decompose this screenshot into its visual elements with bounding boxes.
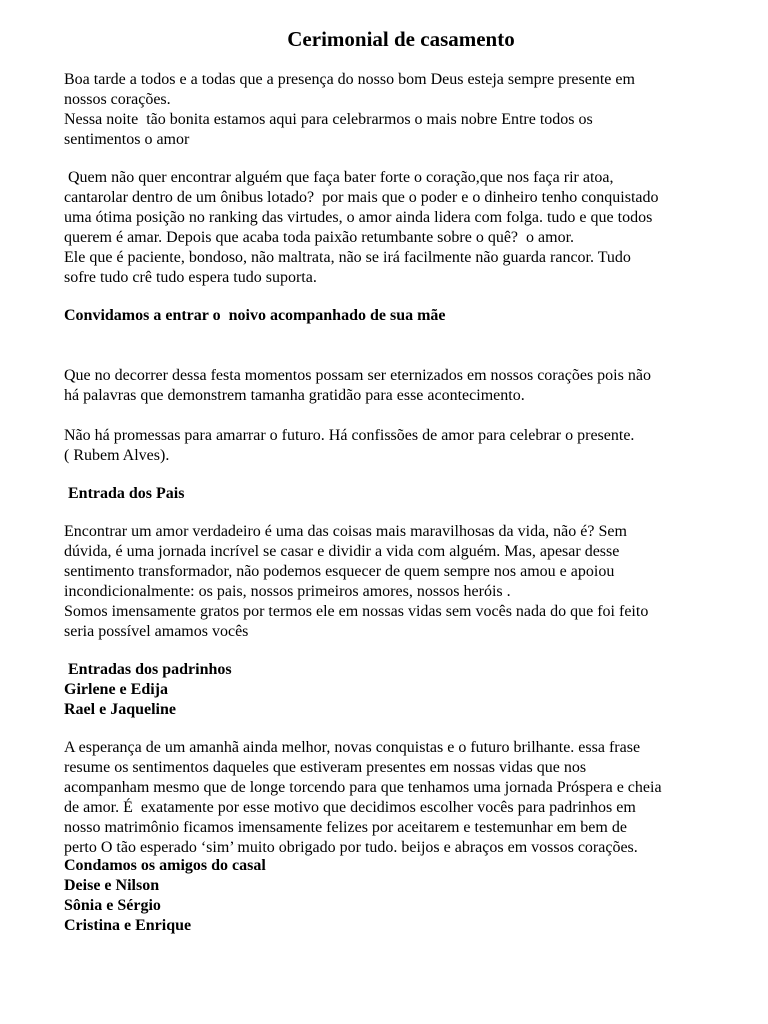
text-line: nossos corações. <box>64 91 171 108</box>
document-title: Cerimonial de casamento <box>287 27 515 51</box>
text-line: dúvida, é uma jornada incrível se casar e dividir a vida com alguém. Mas, apesar desse <box>64 543 620 560</box>
text-line: Somos imensamente gratos por termos ele em nossas vidas sem vocês nada do que foi feito <box>64 603 649 620</box>
text-line: acompanham mesmo que de longe torcendo para que tenhamos uma jornada Próspera e cheia <box>64 779 662 796</box>
text-line: perto O tão esperado ‘sim’ muito obrigado por tudo. beijos e abraços em vossos corações. <box>64 839 638 856</box>
heading-line: Rael e Jaqueline <box>64 701 176 718</box>
text-line: há palavras que demonstrem tamanha gratidão para esse acontecimento. <box>64 387 525 404</box>
text-line: Quem não quer encontrar alguém que faça bater forte o coração,que nos faça rir atoa, <box>64 169 614 186</box>
text-line: incondicionalmente: os pais, nossos primeiros amores, nossos heróis . <box>64 583 511 600</box>
heading-line: Convidamos a entrar o noivo acompanhado de sua mãe <box>64 307 446 324</box>
heading-line: Cristina e Enrique <box>64 917 192 934</box>
heading-line: Entrada dos Pais <box>64 485 185 502</box>
text-line: Boa tarde a todos e a todas que a presença do nosso bom Deus esteja sempre presente em <box>64 71 635 88</box>
text-line: Encontrar um amor verdadeiro é uma das coisas mais maravilhosas da vida, não é? Sem <box>64 523 627 540</box>
heading-line: Girlene e Edija <box>64 681 168 698</box>
text-line: A esperança de um amanhã ainda melhor, novas conquistas e o futuro brilhante. essa frase <box>64 739 641 756</box>
text-line: Não há promessas para amarrar o futuro. Há confissões de amor para celebrar o presente. <box>64 427 635 444</box>
text-line: Ele que é paciente, bondoso, não maltrata, não se irá facilmente não guarda rancor. Tudo <box>64 249 631 266</box>
text-line: sofre tudo crê tudo espera tudo suporta. <box>64 269 317 286</box>
heading-line: Entradas dos padrinhos <box>64 661 232 678</box>
heading-line: Condamos os amigos do casal <box>64 857 266 874</box>
text-line: resume os sentimentos daqueles que estiveram presentes em nossas vidas que nos <box>64 759 587 776</box>
heading-line: Deise e Nilson <box>64 877 160 894</box>
heading-line: Sônia e Sérgio <box>64 897 161 914</box>
text-line: sentimentos o amor <box>64 131 190 148</box>
text-line: Nessa noite tão bonita estamos aqui para celebrarmos o mais nobre Entre todos os <box>64 111 593 128</box>
text-line: uma ótima posição no ranking das virtudes, o amor ainda lidera com folga. tudo e que todos <box>64 209 653 226</box>
text-line: seria possível amamos vocês <box>64 623 249 640</box>
text-line: cantarolar dentro de um ônibus lotado? por mais que o poder e o dinheiro tenho conquistado <box>64 189 659 206</box>
text-line: de amor. É exatamente por esse motivo que decidimos escolher vocês para padrinhos em <box>64 799 636 816</box>
text-line: sentimento transformador, não podemos esquecer de quem sempre nos amou e apoiou <box>64 563 615 580</box>
text-line: nosso matrimônio ficamos imensamente felizes por aceitarem e testemunhar em bem de <box>64 819 627 836</box>
text-line: ( Rubem Alves). <box>64 447 170 464</box>
text-line: querem é amar. Depois que acaba toda paixão retumbante sobre o quê? o amor. <box>64 229 575 246</box>
text-line: Que no decorrer dessa festa momentos possam ser eternizados em nossos corações pois não <box>64 367 651 384</box>
